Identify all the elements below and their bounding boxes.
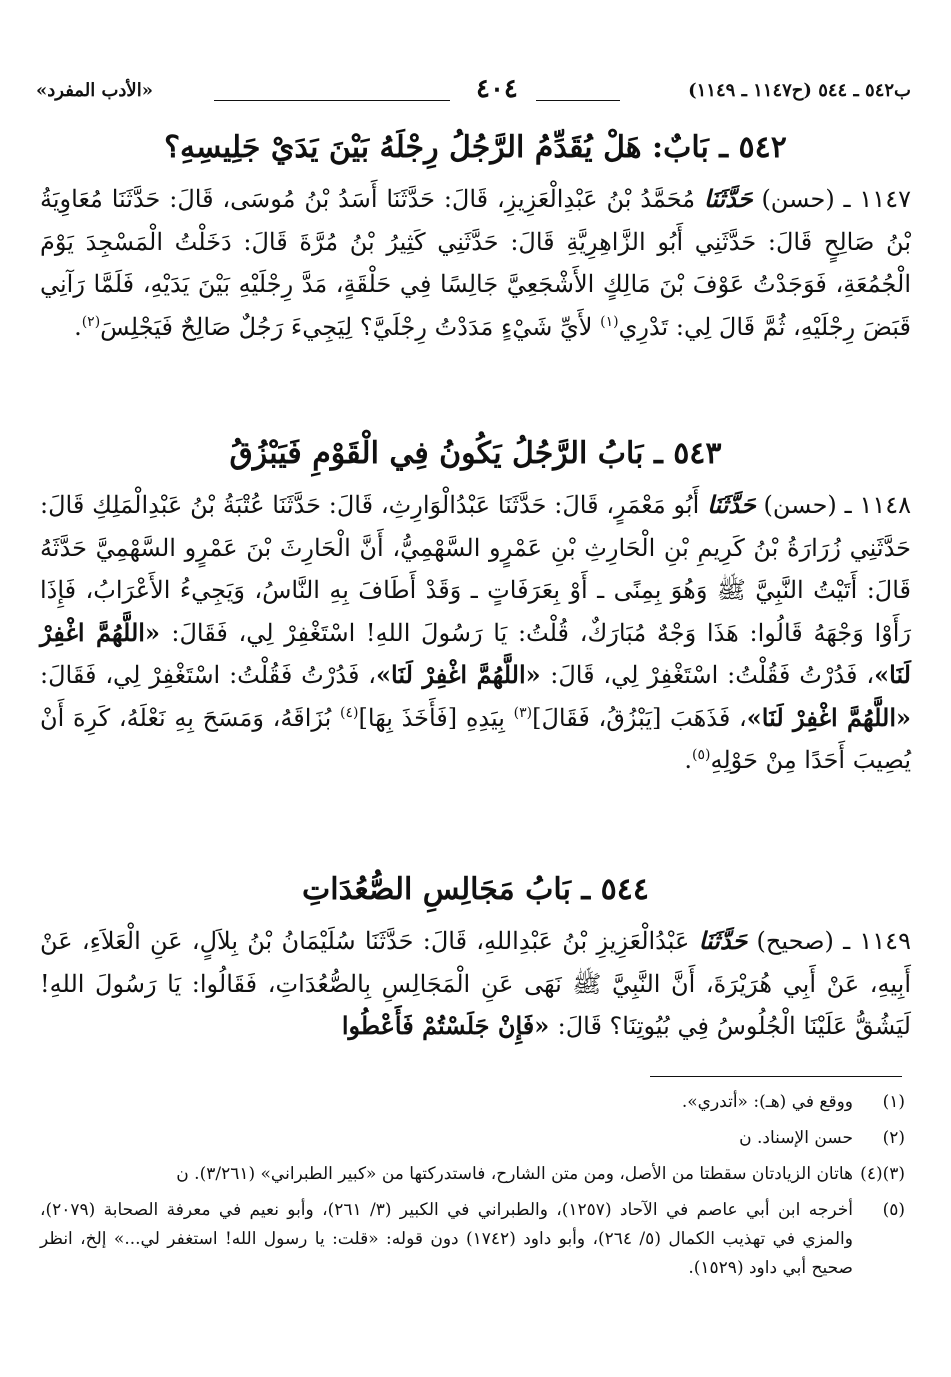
footnote-ref[interactable]: (٥) xyxy=(692,747,711,763)
footnote-text: ووقع في (هـ): «أتدري». xyxy=(681,1092,853,1112)
footnote-number: (٣)(٤) xyxy=(860,1164,905,1184)
prophetic-quote: «اللَّهُمَّ اغْفِرْ لَنَا» xyxy=(746,702,912,732)
hadith-text: بِيَدِهِ [فَأَخَذَ بِهَا] xyxy=(358,703,514,732)
header-rule xyxy=(536,100,620,101)
chain-word: حَدَّثَنَا xyxy=(698,926,748,955)
hadith-grade: (حسن) xyxy=(763,491,837,519)
prophetic-quote: «فَإِنْ جَلَسْتُمْ فَأَعْطُوا xyxy=(341,1011,558,1040)
footnote xyxy=(40,1160,905,1189)
hadith-number: ١١٤٩ ـ xyxy=(843,927,911,955)
hadith-text: لأَيِّ شَيْءٍ مَدَدْتُ رِجْلَيَّ؟ لِيَجِيءَ رَجُلٌ صَالِحٌ فَيَجْلِسَ xyxy=(100,312,601,341)
hadith-end: . xyxy=(74,312,82,341)
chapter-title: ٥٤٤ ـ بَابُ مَجَالِسِ الصُّعُدَاتِ xyxy=(302,872,649,907)
hadith-number: ١١٤٨ ـ xyxy=(844,491,912,519)
footnote-ref[interactable]: (٣) xyxy=(513,704,533,721)
prophetic-quote: «اللَّهُمَّ اغْفِرْ لَنَا» xyxy=(40,617,911,689)
header-chapter-range: ب٥٤٢ ـ ٥٤٤ (ح١١٤٧ ـ ١١٤٩) xyxy=(688,80,911,101)
hadith-grade: (حسن) xyxy=(761,185,835,213)
running-header xyxy=(36,74,911,110)
hadith-end: . xyxy=(684,746,693,774)
hadith-text: مُحَمَّدُ بْنُ عَبْدِالْعَزِيزِ، قَالَ: حَدَّثَنَا أَسَدُ بْنُ مُوسَى، قَالَ: حَدَّثَنَا مُعَاوِيَةُ بْنُ صَالِحٍ قَالَ: حَدَّثَنِي أَبُو الزَّاهِرِيَّةِ قَالَ: حَدَّثَنِي كَثِيرُ بْنُ مُرَّةَ قَالَ: دَخَلْتُ الْمَسْجِدَ يَوْمَ الْجُمُعَةِ، فَوَجَدْتُ عَوْفَ بْنَ مَالِكٍ الأَشْجَعِيَّ جَالِسًا فِي حَلْقَةٍ، مَدَّ رِجْلَيْهِ بَيْنَ يَدَيْهِ، فَلَمَّا رَآنِي قَبَضَ رِجْلَيْهِ، ثُمَّ قَالَ لِي: تَدْرِي xyxy=(40,185,912,341)
footnote-text: حسن الإسناد. ن xyxy=(739,1128,853,1148)
hadith-text: عَبْدُالْعَزِيزِ بْنُ عَبْدِاللهِ، قَالَ: حَدَّثَنَا سُلَيْمَانُ بْنُ بِلاَلٍ، عَنِ الْعَلاَءِ، عَنْ أَبِيهِ، عَنْ أَبِي هُرَيْرَةَ، أَنَّ النَّبِيَّ ﷺ نَهَى عَنِ الْمَجَالِسِ بِالصُّعُدَاتِ، فَقَالُوا: يَا رَسُولَ اللهِ! لَيَشُقُّ عَلَيْنَا الْجُلُوسُ فِي بُيُوتِنَا؟ قَالَ: xyxy=(40,927,911,1040)
chapter-title: ٥٤٢ ـ بَابٌ: هَلْ يُقَدِّمُ الرَّجُلُ رِجْلَهُ بَيْنَ يَدَيْ جَلِيسِهِ؟ xyxy=(164,130,787,165)
hadith-number: ١١٤٧ ـ xyxy=(843,185,911,213)
hadith-text: بُزَاقَهُ، وَمَسَحَ بِهِ نَعْلَهُ، كَرِهَ أَنْ يُصِيبَ أَحَدًا مِنْ حَوْلِهِ xyxy=(40,703,911,774)
prophetic-quote: «اللَّهُمَّ اغْفِرْ لَنَا» xyxy=(376,660,551,689)
hadith-paragraph xyxy=(40,920,911,1048)
chain-word: حَدَّثَنَا xyxy=(703,184,753,213)
book-title: «الأدب المفرد» xyxy=(36,80,153,101)
footnote-ref[interactable]: (٤) xyxy=(340,704,359,721)
footnote xyxy=(40,1196,905,1283)
hadith-paragraph xyxy=(40,484,911,782)
footnote-text: هاتان الزيادتان سقطتا من الأصل، ومن متن الشارح، فاستدركتها من «كبير الطبراني» (٣/٢٦١). ن xyxy=(176,1164,853,1184)
footnote-number: (٢) xyxy=(882,1128,905,1148)
chain-word: حَدَّثَنَا xyxy=(707,490,756,519)
footnote-text: أخرجه ابن أبي عاصم في الآحاد (١٢٥٧)، والطبراني في الكبير (٣/ ٢٦١)، وأبو نعيم في معرفة الصحابة (٢٠٧٩)، والمزي في تهذيب الكمال (٥/ ٢٦٤)، وأبو داود (١٧٤٢) دون قوله: «قلت: يا رسول الله! استغفر لي...» إلخ، انظر صحيح أبي داود (١٥٢٩). xyxy=(40,1200,853,1278)
footnote-ref[interactable]: (٢) xyxy=(81,313,101,330)
chapter-title: ٥٤٣ ـ بَابُ الرَّجُلُ يَكُونُ فِي الْقَوْمِ فَيَبْزُقُ xyxy=(229,436,722,471)
footnotes xyxy=(40,1088,905,1290)
page-number: ٤٠٤ xyxy=(476,74,518,104)
header-rule xyxy=(214,100,450,101)
hadith-text: ، فَدُرْتُ فَقُلْتُ: اسْتَغْفِرْ لِي، قَالَ: xyxy=(550,661,875,689)
footnote-number: (٥) xyxy=(882,1200,905,1220)
hadith-text: أَبُو مَعْمَرٍ، قَالَ: حَدَّثَنَا عَبْدُالْوَارِثِ، قَالَ: حَدَّثَنَا عُتْبَةُ بْنُ عَبْدِالْمَلِكِ قَالَ: حَدَّثَنِي زُرَارَةُ بْنُ كَرِيمِ بْنِ الْحَارِثِ بْنِ عَمْرٍو السَّهْمِيُّ، أَنَّ الْحَارِثَ بْنَ عَمْرٍو السَّهْمِيَّ حَدَّثَهُ قَالَ: أَتَيْتُ النَّبِيَّ ﷺ وَهُوَ بِمِنًى ـ أَوْ بِعَرَفَاتٍ ـ وَقَدْ أَطَافَ بِهِ النَّاسُ، وَيَجِيءُ الأَعْرَابُ، فَإِذَا رَأَوْا وَجْهَهُ قَالُوا: هَذَا وَجْهٌ مُبَارَكٌ، قُلْتُ: يَا رَسُولَ اللهِ! اسْتَغْفِرْ لِي، فَقَالَ: xyxy=(40,491,911,647)
hadith-paragraph xyxy=(40,178,911,348)
footnote-separator xyxy=(650,1076,902,1077)
hadith-text: ، فَدُرْتُ فَقُلْتُ: اسْتَغْفِرْ لِي، فَقَالَ: xyxy=(40,661,377,689)
footnote xyxy=(40,1088,905,1117)
footnote-ref[interactable]: (١) xyxy=(600,313,619,330)
footnote-number: (١) xyxy=(882,1092,905,1112)
hadith-text: ، فَذَهَبَ [يَبْزُقُ، فَقَالَ] xyxy=(532,703,747,732)
hadith-grade: (صحيح) xyxy=(756,927,834,955)
footnote xyxy=(40,1124,905,1153)
